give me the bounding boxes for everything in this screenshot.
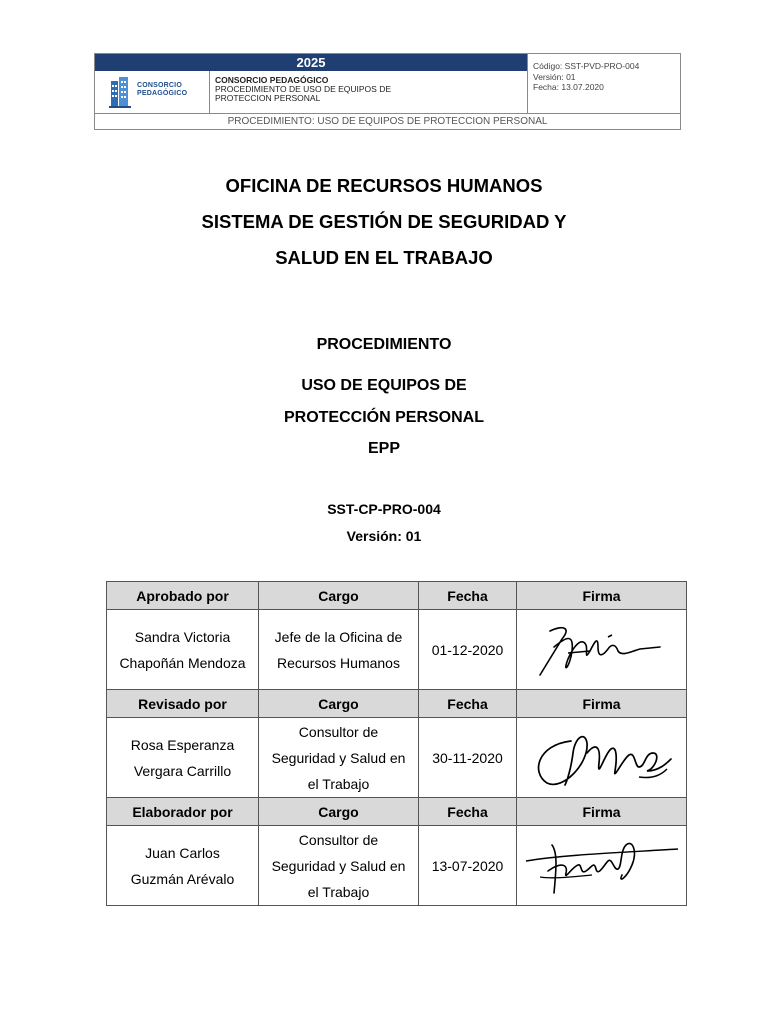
approval-table (106, 581, 687, 906)
cargo-header: Cargo (259, 798, 419, 826)
title-line3: SALUD EN EL TRABAJO (275, 247, 493, 268)
firma-header: Firma (517, 798, 687, 826)
table-row (107, 826, 687, 906)
signature-3-icon (522, 831, 682, 901)
name-cell: Juan Carlos Guzmán Arévalo (107, 826, 259, 906)
signature-2-icon (527, 723, 677, 793)
header-fecha: Fecha: 13.07.2020 (533, 82, 604, 92)
header-meta (527, 54, 681, 113)
document-version: Versión: 01 (346, 528, 422, 544)
doc-title-line1: PROCEDIMIENTO DE USO DE EQUIPOS DE (215, 84, 392, 94)
logo-text: CONSORCIO PEDAGÓGICO (137, 82, 188, 97)
table-header-row (107, 798, 687, 826)
cargo-header: Cargo (259, 582, 419, 610)
table-header-row (107, 690, 687, 718)
procedure-banner: PROCEDIMIENTO: USO DE EQUIPOS DE PROTECCION PERSONAL (227, 116, 548, 127)
table-header-row (107, 582, 687, 610)
cargo-header: Cargo (259, 690, 419, 718)
signature-cell (517, 826, 687, 906)
firma-header: Firma (517, 582, 687, 610)
table-row (107, 718, 687, 798)
header-codigo: Código: SST-PVD-PRO-004 (533, 61, 640, 71)
signature-cell (517, 610, 687, 690)
role-header: Revisado por (107, 690, 259, 718)
cargo-cell: Consultor de Seguridad y Salud en el Trabajo (259, 826, 419, 906)
doc-title-line2: PROTECCION PERSONAL (215, 93, 321, 103)
header-version: Versión: 01 (533, 71, 576, 82)
document-code: SST-CP-PRO-004 (327, 501, 441, 517)
cargo-cell: Consultor de Seguridad y Salud en el Trabajo (259, 718, 419, 798)
name-cell: Rosa Esperanza Vergara Carrillo (107, 718, 259, 798)
fecha-header: Fecha (419, 690, 517, 718)
signature-1-icon (532, 617, 672, 683)
fecha-header: Fecha (419, 582, 517, 610)
table-row (107, 610, 687, 690)
company-logo (95, 71, 210, 113)
header-year: 2025 (95, 54, 527, 71)
fecha-cell: 13-07-2020 (419, 826, 517, 906)
building-logo-icon (109, 75, 133, 109)
fecha-header: Fecha (419, 798, 517, 826)
title-line2: SISTEMA DE GESTIÓN DE SEGURIDAD Y (201, 211, 567, 232)
document-header (94, 53, 681, 130)
fecha-cell: 30-11-2020 (419, 718, 517, 798)
name-cell: Sandra Victoria Chapoñán Mendoza (107, 610, 259, 690)
role-header: Aprobado por (107, 582, 259, 610)
procedure-label: PROCEDIMIENTO (316, 336, 452, 353)
header-title (210, 71, 527, 113)
title-line1: OFICINA DE RECURSOS HUMANOS (225, 175, 543, 196)
org-name: CONSORCIO PEDAGÓGICO (215, 75, 329, 85)
subject-line1: USO DE EQUIPOS DE (301, 377, 467, 394)
cargo-cell: Jefe de la Oficina de Recursos Humanos (259, 610, 419, 690)
subject-line2: PROTECCIÓN PERSONAL (283, 409, 484, 426)
fecha-cell: 01-12-2020 (419, 610, 517, 690)
subject-line3: EPP (367, 440, 400, 457)
signature-cell (517, 718, 687, 798)
firma-header: Firma (517, 690, 687, 718)
role-header: Elaborador por (107, 798, 259, 826)
